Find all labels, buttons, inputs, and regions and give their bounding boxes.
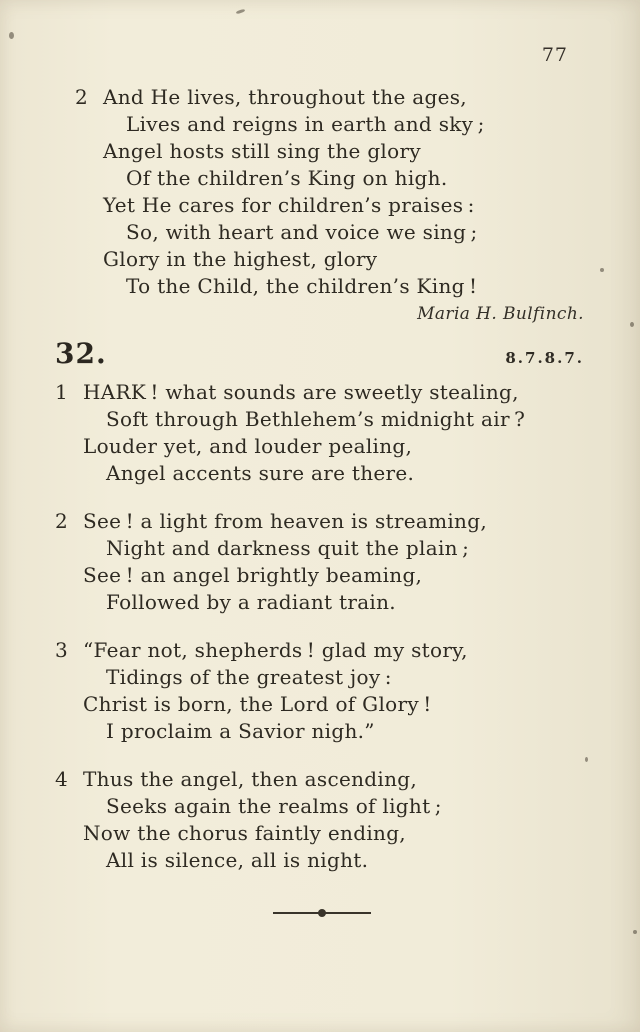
verse-line: To the Child, the children’s King ! <box>126 274 478 298</box>
verse-line: Angel accents sure are there. <box>106 461 415 485</box>
verse-line: Glory in the highest, glory <box>103 247 378 271</box>
verse-line: Lives and reigns in earth and sky ; <box>126 112 485 136</box>
verse-line: Followed by a radiant train. <box>106 590 396 614</box>
author-attribution: Maria H. Bulfinch. <box>417 304 584 324</box>
verse-number: 2 <box>75 85 89 109</box>
verse-line: Thus the angel, then ascending, <box>83 767 418 791</box>
hymn-verse-4 <box>55 766 588 874</box>
divider-dot <box>318 909 326 917</box>
verse-line: HARK ! what sounds are sweetly stealing, <box>83 380 519 404</box>
scan-artifact <box>630 322 634 327</box>
verse-line: Christ is born, the Lord of Glory ! <box>83 692 432 716</box>
verse-line: Tidings of the greatest joy : <box>106 665 392 689</box>
verse-line: Louder yet, and louder pealing, <box>83 434 413 458</box>
verse-line: Yet He cares for children’s praises : <box>103 193 475 217</box>
verse-line: Of the children’s King on high. <box>126 166 448 190</box>
hymn-verse-2 <box>55 508 588 616</box>
verse-line: Soft through Bethlehem’s midnight air ? <box>106 407 526 431</box>
scan-artifact <box>585 757 588 762</box>
scan-artifact <box>9 32 14 39</box>
hymn-verse-1 <box>55 379 588 487</box>
verse-line: “Fear not, shepherds ! glad my story, <box>83 638 468 662</box>
verse-line: Night and darkness quit the plain ; <box>106 536 470 560</box>
verse-line: I proclaim a Savior nigh.” <box>106 719 375 743</box>
page-number: 77 <box>541 44 568 66</box>
previous-hymn-verse <box>75 84 588 300</box>
verse-line: So, with heart and voice we sing ; <box>126 220 478 244</box>
verse-number: 3 <box>55 638 69 662</box>
verse-line: Angel hosts still sing the glory <box>103 139 421 163</box>
verse-number: 1 <box>55 380 69 404</box>
verse-number: 2 <box>55 509 69 533</box>
hymn-number: 32. <box>55 337 107 370</box>
verse-line: Seeks again the realms of light ; <box>106 794 442 818</box>
hymn-meter: 8.7.8.7. <box>505 349 584 367</box>
verse-line: And He lives, throughout the ages, <box>103 85 467 109</box>
verse-line: See ! a light from heaven is streaming, <box>83 509 487 533</box>
hymn-header <box>55 337 588 370</box>
hymn-verse-3 <box>55 637 588 745</box>
verse-line: See ! an angel brightly beaming, <box>83 563 423 587</box>
verse-line: All is silence, all is night. <box>106 848 369 872</box>
scan-artifact <box>600 268 604 272</box>
verse-line: Now the chorus faintly ending, <box>83 821 406 845</box>
verse-number: 4 <box>55 767 69 791</box>
scan-artifact <box>633 930 637 934</box>
end-divider <box>273 907 371 919</box>
